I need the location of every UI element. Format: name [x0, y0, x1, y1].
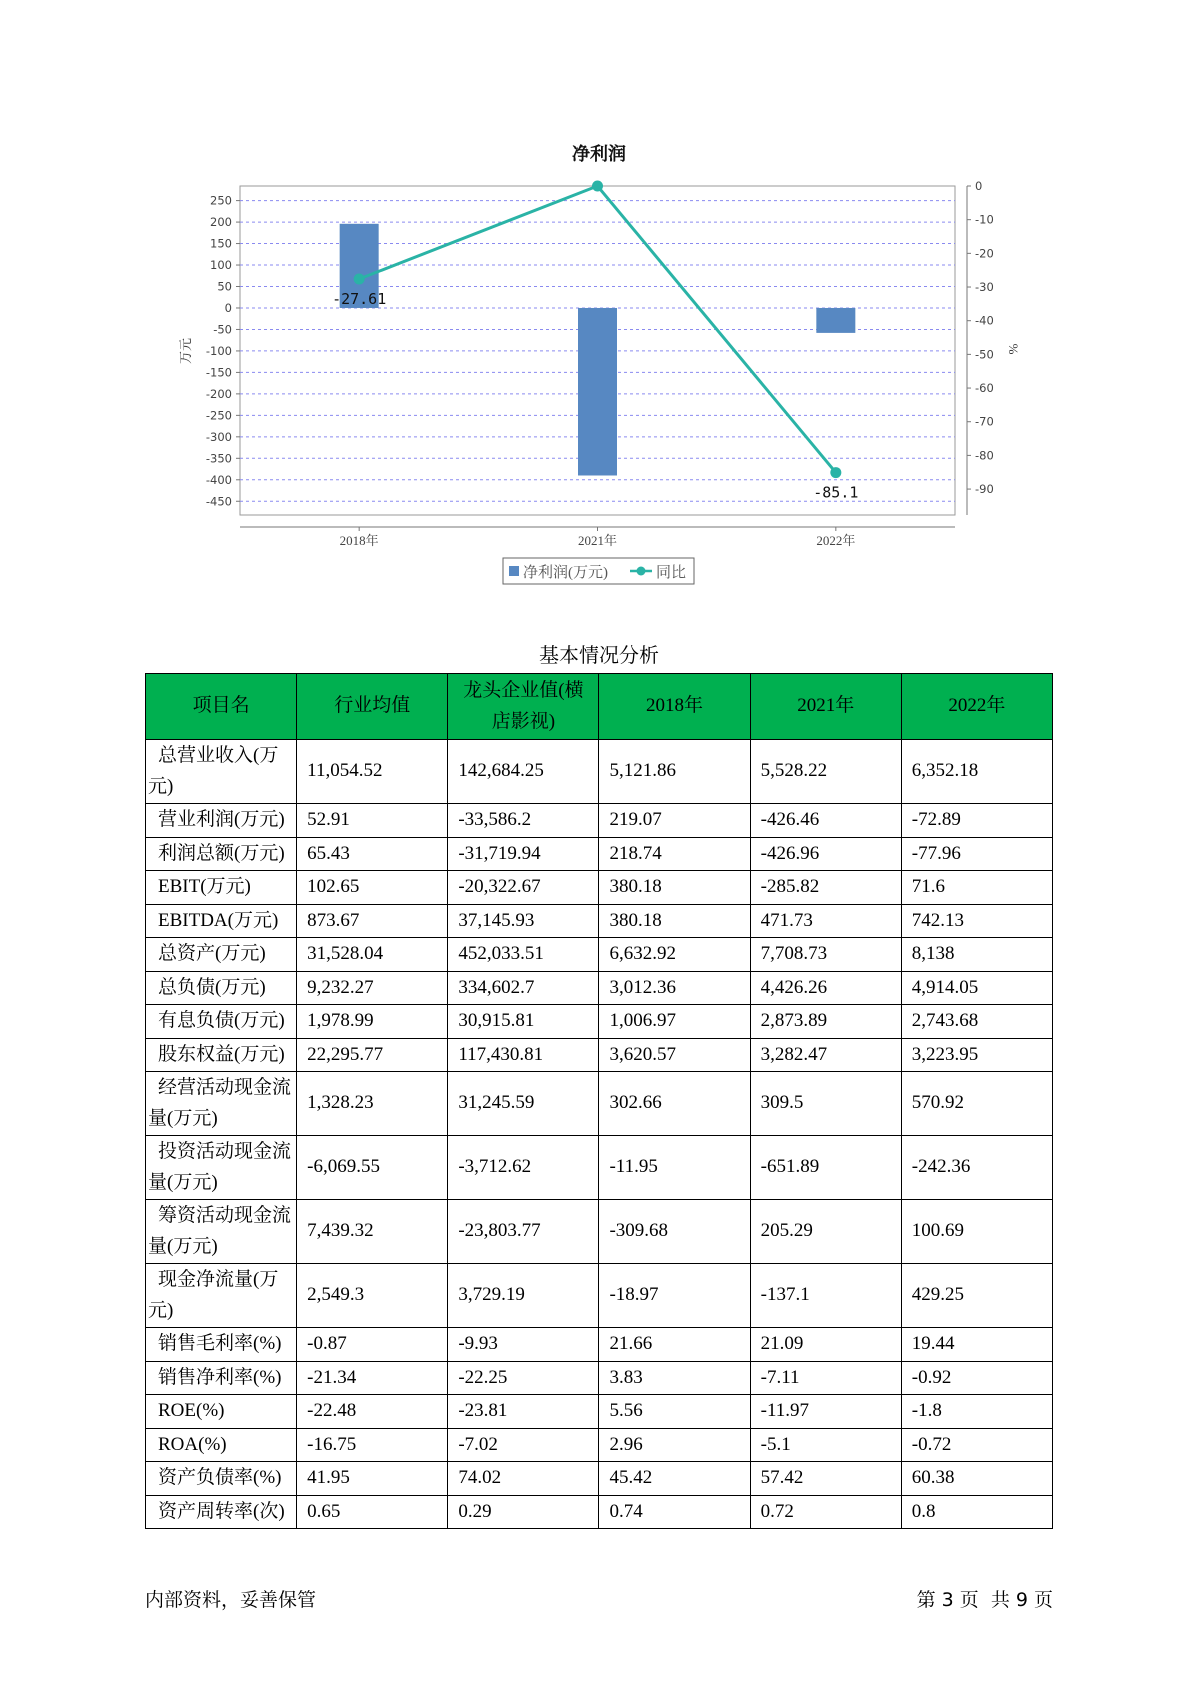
table-cell: 102.65: [297, 871, 448, 905]
bar-net-profit: [816, 308, 855, 333]
table-cell: 452,033.51: [448, 938, 599, 972]
legend-bar-swatch: [509, 566, 519, 576]
right-y-tick-label: -90: [975, 482, 994, 497]
table-cell: 11,054.52: [297, 740, 448, 804]
row-label: 筹资活动现金流量(万元): [146, 1200, 297, 1264]
table-cell: 5,528.22: [750, 740, 901, 804]
table-cell: 3,620.57: [599, 1038, 750, 1072]
table-cell: 3,729.19: [448, 1264, 599, 1328]
y-tick-label: 150: [210, 236, 232, 251]
table-cell: 31,245.59: [448, 1072, 599, 1136]
table-row: [146, 1136, 1053, 1200]
table-cell: -0.87: [297, 1328, 448, 1362]
table-cell: -7.11: [750, 1361, 901, 1395]
right-y-tick-label: -70: [975, 414, 994, 429]
y-axis-title: 万元: [178, 337, 193, 365]
row-label: 资产负债率(%): [146, 1462, 297, 1496]
row-label: 现金净流量(万元): [146, 1264, 297, 1328]
y-tick-label: -400: [205, 472, 232, 487]
table-cell: 45.42: [599, 1462, 750, 1496]
right-y-tick-label: -20: [975, 246, 994, 261]
table-cell: 5.56: [599, 1395, 750, 1429]
right-y-tick-label: -80: [975, 448, 994, 463]
table-body: [146, 740, 1053, 1529]
y-tick-label: -50: [213, 322, 232, 337]
row-label: 经营活动现金流量(万元): [146, 1072, 297, 1136]
table-cell: 334,602.7: [448, 971, 599, 1005]
table-cell: -137.1: [750, 1264, 901, 1328]
table-cell: -23.81: [448, 1395, 599, 1429]
table-cell: 21.66: [599, 1328, 750, 1362]
table-row: [146, 1395, 1053, 1429]
table-cell: -7.02: [448, 1428, 599, 1462]
y-tick-label: -350: [205, 451, 232, 466]
table-row: [146, 1495, 1053, 1529]
table-cell: 380.18: [599, 904, 750, 938]
table-cell: 0.74: [599, 1495, 750, 1529]
yoy-data-label: -27.61: [332, 289, 387, 308]
table-cell: 2,873.89: [750, 1005, 901, 1039]
table-cell: 873.67: [297, 904, 448, 938]
table-cell: 30,915.81: [448, 1005, 599, 1039]
table-row: [146, 1200, 1053, 1264]
row-label: 营业利润(万元): [146, 804, 297, 838]
table-row: [146, 804, 1053, 838]
table-cell: -651.89: [750, 1136, 901, 1200]
table-cell: 3.83: [599, 1361, 750, 1395]
table-cell: 52.91: [297, 804, 448, 838]
y-tick-label: 100: [210, 258, 232, 273]
legend: [503, 558, 694, 584]
table-cell: 7,439.32: [297, 1200, 448, 1264]
y-tick-label: -250: [205, 408, 232, 423]
row-label: 总负债(万元): [146, 971, 297, 1005]
chart-title: 净利润: [572, 144, 626, 165]
table-cell: 41.95: [297, 1462, 448, 1496]
table-cell: 3,223.95: [901, 1038, 1052, 1072]
table-cell: 1,978.99: [297, 1005, 448, 1039]
table-cell: 570.92: [901, 1072, 1052, 1136]
right-y-tick-label: -10: [975, 212, 994, 227]
table-cell: -1.8: [901, 1395, 1052, 1429]
row-label: 总营业收入(万元): [146, 740, 297, 804]
table-cell: 5,121.86: [599, 740, 750, 804]
column-header: 2018年: [599, 674, 750, 740]
table-cell: 2.96: [599, 1428, 750, 1462]
table-cell: -22.48: [297, 1395, 448, 1429]
column-header: 2022年: [901, 674, 1052, 740]
table-cell: 205.29: [750, 1200, 901, 1264]
table-cell: 21.09: [750, 1328, 901, 1362]
row-label: 利润总额(万元): [146, 837, 297, 871]
table-row: [146, 904, 1053, 938]
table-cell: 218.74: [599, 837, 750, 871]
right-y-tick-label: -50: [975, 347, 994, 362]
table-cell: 429.25: [901, 1264, 1052, 1328]
row-label: 股东权益(万元): [146, 1038, 297, 1072]
y-tick-label: 250: [210, 193, 232, 208]
table-cell: -11.95: [599, 1136, 750, 1200]
yoy-point: [830, 467, 841, 478]
footer-confidential-note: 内部资料，妥善保管: [145, 1589, 317, 1611]
table-row: [146, 740, 1053, 804]
table-row: [146, 1428, 1053, 1462]
y-tick-label: -100: [205, 343, 232, 358]
table-cell: 57.42: [750, 1462, 901, 1496]
table-cell: 60.38: [901, 1462, 1052, 1496]
table-cell: -31,719.94: [448, 837, 599, 871]
column-header: 龙头企业值(横店影视): [448, 674, 599, 740]
y-tick-label: -150: [205, 365, 232, 380]
table-cell: 3,282.47: [750, 1038, 901, 1072]
table-cell: 1,006.97: [599, 1005, 750, 1039]
table-cell: -20,322.67: [448, 871, 599, 905]
right-y-axis-title: %: [1006, 343, 1021, 355]
table-cell: 0.65: [297, 1495, 448, 1529]
row-label: 资产周转率(次): [146, 1495, 297, 1529]
table-cell: -3,712.62: [448, 1136, 599, 1200]
column-header: 行业均值: [297, 674, 448, 740]
table-cell: 100.69: [901, 1200, 1052, 1264]
table-cell: 8,138: [901, 938, 1052, 972]
y-tick-label: 200: [210, 215, 232, 230]
table-cell: -309.68: [599, 1200, 750, 1264]
table-cell: 3,012.36: [599, 971, 750, 1005]
table-row: [146, 1462, 1053, 1496]
table-cell: -11.97: [750, 1395, 901, 1429]
row-label: EBITDA(万元): [146, 904, 297, 938]
basic-analysis-table: [145, 673, 1053, 1529]
yoy-data-label: -85.1: [813, 483, 859, 502]
row-label: ROE(%): [146, 1395, 297, 1429]
table-cell: 7,708.73: [750, 938, 901, 972]
table-cell: 0.72: [750, 1495, 901, 1529]
table-cell: -5.1: [750, 1428, 901, 1462]
y-tick-label: 50: [217, 279, 232, 294]
x-category-label: 2018年: [339, 533, 379, 548]
table-cell: -285.82: [750, 871, 901, 905]
header-row: [146, 674, 1053, 740]
table-cell: 22,295.77: [297, 1038, 448, 1072]
table-cell: 37,145.93: [448, 904, 599, 938]
table-cell: -426.46: [750, 804, 901, 838]
legend-line-marker: [637, 567, 646, 576]
table-row: [146, 1264, 1053, 1328]
table-row: [146, 1328, 1053, 1362]
table-row: [146, 837, 1053, 871]
table-cell: -9.93: [448, 1328, 599, 1362]
column-header: 2021年: [750, 674, 901, 740]
table-cell: 0.29: [448, 1495, 599, 1529]
row-label: 有息负债(万元): [146, 1005, 297, 1039]
y-tick-label: 0: [224, 300, 232, 315]
row-label: EBIT(万元): [146, 871, 297, 905]
bar-net-profit: [578, 308, 617, 476]
table-cell: 117,430.81: [448, 1038, 599, 1072]
table-cell: 74.02: [448, 1462, 599, 1496]
table-row: [146, 1361, 1053, 1395]
table-cell: 0.8: [901, 1495, 1052, 1529]
net-profit-chart: [0, 0, 1191, 600]
table-cell: 9,232.27: [297, 971, 448, 1005]
table-cell: 142,684.25: [448, 740, 599, 804]
column-header: 项目名: [146, 674, 297, 740]
row-label: 投资活动现金流量(万元): [146, 1136, 297, 1200]
table-cell: -426.96: [750, 837, 901, 871]
table-cell: -22.25: [448, 1361, 599, 1395]
table-row: [146, 938, 1053, 972]
right-y-tick-label: -40: [975, 313, 994, 328]
table-cell: 380.18: [599, 871, 750, 905]
table-cell: -0.92: [901, 1361, 1052, 1395]
footer-page-number: 第 3 页 共 9 页: [916, 1589, 1053, 1611]
table-cell: 471.73: [750, 904, 901, 938]
row-label: 总资产(万元): [146, 938, 297, 972]
table-cell: 309.5: [750, 1072, 901, 1136]
legend-line-label: 同比: [656, 565, 687, 581]
table-cell: -23,803.77: [448, 1200, 599, 1264]
legend-bar-label: 净利润(万元): [523, 565, 608, 581]
table-cell: 742.13: [901, 904, 1052, 938]
table-cell: 6,632.92: [599, 938, 750, 972]
table-cell: -21.34: [297, 1361, 448, 1395]
table-cell: -18.97: [599, 1264, 750, 1328]
table-cell: 1,328.23: [297, 1072, 448, 1136]
table-cell: 19.44: [901, 1328, 1052, 1362]
table-row: [146, 971, 1053, 1005]
section-title: 基本情况分析: [539, 645, 659, 667]
table-cell: -6,069.55: [297, 1136, 448, 1200]
table-cell: -0.72: [901, 1428, 1052, 1462]
table-cell: -77.96: [901, 837, 1052, 871]
row-label: 销售毛利率(%): [146, 1328, 297, 1362]
table-cell: 302.66: [599, 1072, 750, 1136]
table-cell: 219.07: [599, 804, 750, 838]
table-cell: 65.43: [297, 837, 448, 871]
table-cell: 2,549.3: [297, 1264, 448, 1328]
row-label: ROA(%): [146, 1428, 297, 1462]
table-cell: 71.6: [901, 871, 1052, 905]
y-tick-label: -200: [205, 386, 232, 401]
right-y-tick-label: 0: [975, 179, 983, 193]
table-cell: 2,743.68: [901, 1005, 1052, 1039]
table-cell: -242.36: [901, 1136, 1052, 1200]
table-row: [146, 1005, 1053, 1039]
table-row: [146, 1072, 1053, 1136]
right-y-tick-label: -60: [975, 381, 994, 396]
table-row: [146, 1038, 1053, 1072]
row-label: 销售净利率(%): [146, 1361, 297, 1395]
x-category-label: 2022年: [816, 533, 856, 548]
table-cell: 4,426.26: [750, 971, 901, 1005]
y-tick-label: -450: [205, 494, 232, 509]
table-cell: 4,914.05: [901, 971, 1052, 1005]
right-y-tick-label: -30: [975, 280, 994, 295]
table-cell: -72.89: [901, 804, 1052, 838]
yoy-point: [592, 181, 603, 192]
table-row: [146, 871, 1053, 905]
y-tick-label: -300: [205, 429, 232, 444]
table-cell: 6,352.18: [901, 740, 1052, 804]
table-cell: 31,528.04: [297, 938, 448, 972]
yoy-point: [354, 273, 365, 284]
table-cell: -33,586.2: [448, 804, 599, 838]
table-cell: -16.75: [297, 1428, 448, 1462]
x-category-label: 2021年: [577, 533, 618, 548]
